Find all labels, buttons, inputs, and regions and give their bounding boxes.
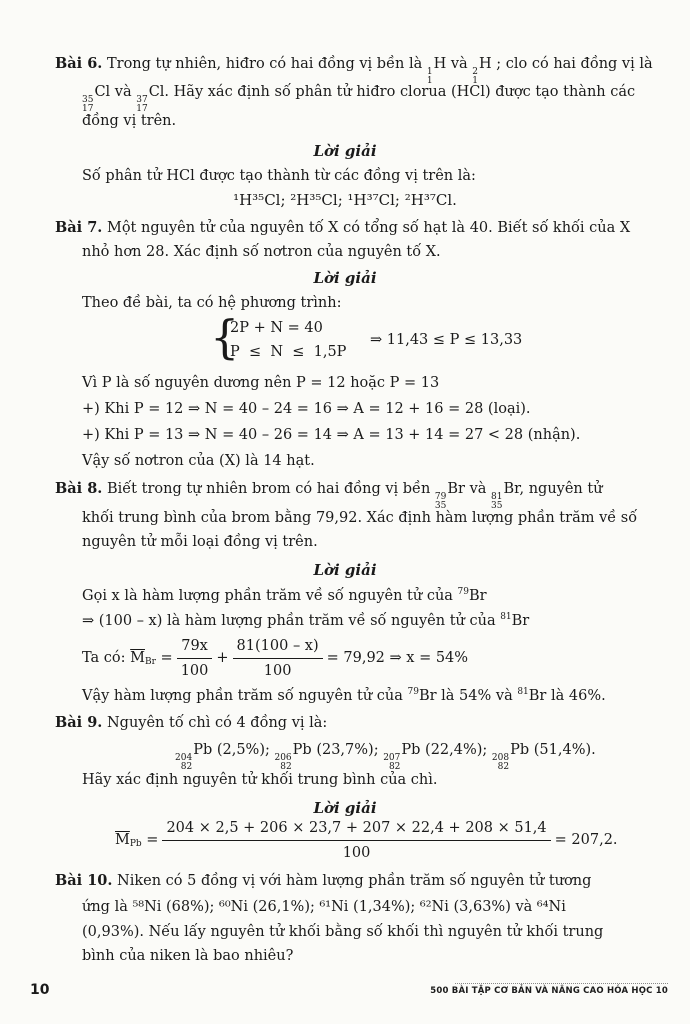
problem-10-label: Bài 10.: [55, 872, 113, 889]
problem-10-line-1: Bài 10. Niken có 5 đồng vị với hàm lượng phần trăm số nguyên tử tương: [55, 872, 592, 889]
problem-8-conclusion: Vậy hàm lượng phần trăm số nguyên tử của $^{79}$Br là 54% và $^{81}$Br là 46%.: [82, 687, 606, 704]
problem-6-line-3: đồng vị trên.: [82, 113, 177, 129]
problem-7-intro: Theo đề bài, ta có hệ phương trình:: [82, 295, 342, 311]
solution-heading-6: Lời giải: [313, 142, 377, 160]
problem-8-formula: Ta có: $\overline{M}$ Br = $\frac{79x}{100}$ + $\frac{81(100 - x)}{100}$ = 79,92 ⇒ x = 54%: [82, 637, 469, 679]
book-title: 500 BÀI TẬP CƠ BẢN VÀ NÂNG CAO HÓA HỌC 10: [430, 986, 668, 996]
problem-6-label: Bài 6.: [55, 55, 103, 72]
problem-10-line-3: (0,93%). Nếu lấy nguyên tử khối bằng số khối thì nguyên tử khối trung: [82, 924, 604, 940]
problem-6-answer: Số phân tử HCl được tạo thành từ các đồng vị trên là:: [82, 168, 476, 184]
lead-fraction: $\frac{204 \times 2,5 + 206 \times 23,7 + 207 \times 22,4 + 208 \times 51,4}{100}$: [162, 818, 550, 863]
problem-6-line-2: 35 17 Cl và 37 17 Cl. Hãy xác định số phân tử hiđro clorua (HCl) được tạo thành các: [82, 84, 636, 114]
fraction-2: $\frac{81(100 - x)}{100}$: [233, 636, 323, 681]
problem-8-line-2: khối trung bình của brom bằng 79,92. Xác định hàm lượng phần trăm về số: [82, 510, 638, 526]
solution-heading-9: Lời giải: [313, 799, 377, 817]
problem-9-isotopes: 204 82 Pb (2,5%); 206 82 Pb (23,7%); 207 82 Pb (22,4%); 208 82 Pb (51,4%).: [175, 742, 596, 772]
problem-8-line-3: nguyên tử mỗi loại đồng vị trên.: [82, 534, 318, 550]
problem-7-line-1: Bài 7. Một nguyên tử của nguyên tố X có tổng số hạt là 40. Biết số khối của X: [55, 219, 631, 236]
problem-9-line-2: Hãy xác định nguyên tử khối trung bình của chì.: [82, 772, 438, 788]
solution-heading-8: Lời giải: [313, 561, 377, 579]
problem-7-eq1: 2P + N = 40: [230, 320, 323, 336]
footer-divider: [455, 983, 668, 984]
problem-8-step-2: ⇒ (100 – x) là hàm lượng phần trăm về số nguyên tử của $^{81}$Br: [82, 612, 530, 629]
problem-6-molecules: ¹H³⁵Cl; ²H³⁵Cl; ¹H³⁷Cl; ²H³⁷Cl.: [233, 191, 457, 209]
system-brace: {: [210, 310, 240, 364]
problem-7-step-4: Vậy số nơtron của (X) là 14 hạt.: [82, 453, 315, 469]
problem-9-label: Bài 9.: [55, 714, 103, 731]
problem-8-line-1: Bài 8. Biết trong tự nhiên brom có hai đồng vị bền 79 35 Br và 81 35 Br, nguyên tử: [55, 480, 603, 511]
problem-6-line-1: Bài 6. Trong tự nhiên, hiđro có hai đồng vị bền là 1 1 H và 2 1 H ; clo có hai đồng vị là: [55, 55, 653, 86]
problem-8-step-1: Gọi x là hàm lượng phần trăm về số nguyên tử của $^{79}$Br: [82, 587, 487, 604]
problem-7-step-2: +) Khi P = 12 ⇒ N = 40 – 24 = 16 ⇒ A = 12 + 16 = 28 (loại).: [82, 401, 531, 417]
page-number: 10: [30, 982, 50, 998]
problem-8-label: Bài 8.: [55, 480, 103, 497]
problem-9-formula: $\overline{M}$ Pb = $\frac{204 \times 2,5 + 206 \times 23,7 + 207 \times 22,4 + 208 \times 51,4}{100}$ = 207,2.: [115, 819, 618, 861]
problem-7-implies: ⇒ 11,43 ≤ P ≤ 13,33: [370, 332, 523, 348]
problem-10-line-4: bình của niken là bao nhiêu?: [82, 948, 294, 964]
problem-7-step-1: Vì P là số nguyên dương nên P = 12 hoặc P = 13: [82, 375, 440, 391]
problem-7-eq2: P ≤ N ≤ 1,5P: [230, 344, 347, 360]
solution-heading-7: Lời giải: [313, 269, 377, 287]
problem-9-line-1: Bài 9. Nguyên tố chì có 4 đồng vị là:: [55, 714, 328, 731]
problem-7-step-3: +) Khi P = 13 ⇒ N = 40 – 26 = 14 ⇒ A = 13 + 14 = 27 < 28 (nhận).: [82, 427, 581, 443]
problem-7-line-2: nhỏ hơn 28. Xác định số nơtron của nguyên tố X.: [82, 244, 441, 260]
problem-7-label: Bài 7.: [55, 219, 103, 236]
problem-10-line-2: ứng là ⁵⁸Ni (68%); ⁶⁰Ni (26,1%); ⁶¹Ni (1,34%); ⁶²Ni (3,63%) và ⁶⁴Ni: [82, 899, 566, 915]
fraction-1: $\frac{79x}{100}$: [177, 636, 213, 681]
